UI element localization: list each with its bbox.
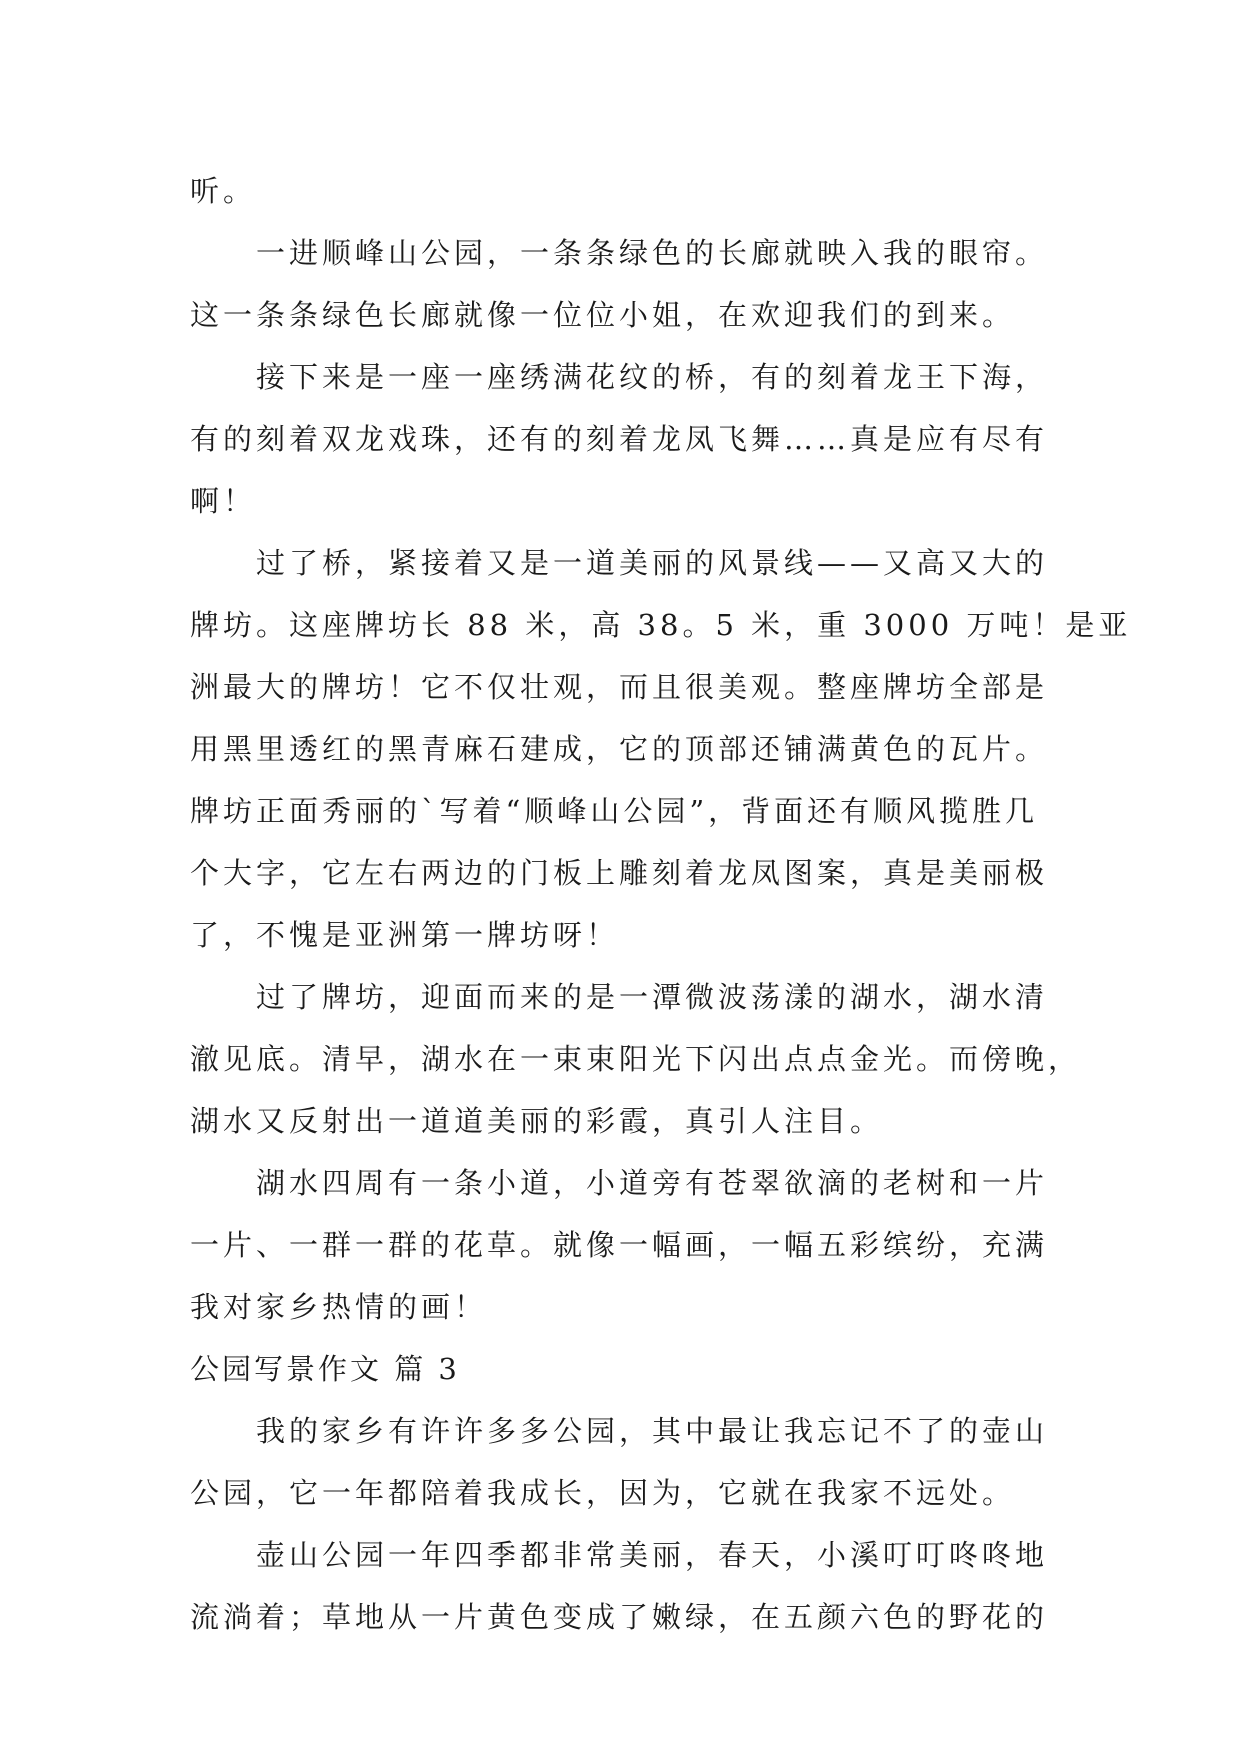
paragraph-start-line: 我的家乡有许许多多公园，其中最让我忘记不了的壶山 <box>256 1414 1049 1448</box>
text-line: 洲最大的牌坊！它不仅壮观，而且很美观。整座牌坊全部是 <box>190 670 1049 704</box>
text-line: 澈见底。清早，湖水在一束束阳光下闪出点点金光。而傍晚， <box>190 1042 1082 1076</box>
text-line: 有的刻着双龙戏珠，还有的刻着龙凤飞舞……真是应有尽有 <box>190 422 1049 456</box>
text-line: 湖水又反射出一道道美丽的彩霞，真引人注目。 <box>190 1104 884 1138</box>
paragraph-start-line: 过了桥，紧接着又是一道美丽的风景线——又高又大的 <box>256 546 1049 580</box>
text-line: 用黑里透红的黑青麻石建成，它的顶部还铺满黄色的瓦片。 <box>190 732 1049 766</box>
text-line: 这一条条绿色长廊就像一位位小姐，在欢迎我们的到来。 <box>190 298 1016 332</box>
text-line: 牌坊。这座牌坊长 88 米，高 38。5 米，重 3000 万吨！是亚 <box>190 608 1132 642</box>
text-line: 听。 <box>190 174 257 208</box>
text-line: 个大字，它左右两边的门板上雕刻着龙凤图案，真是美丽极 <box>190 856 1049 890</box>
text-line: 了，不愧是亚洲第一牌坊呀！ <box>190 918 620 952</box>
text-line: 流淌着；草地从一片黄色变成了嫩绿，在五颜六色的野花的 <box>190 1600 1049 1634</box>
text-line: 牌坊正面秀丽的`写着“顺峰山公园”，背面还有顺风揽胜几 <box>190 794 1039 828</box>
text-line: 公园，它一年都陪着我成长，因为，它就在我家不远处。 <box>190 1476 1016 1510</box>
paragraph-start-line: 湖水四周有一条小道，小道旁有苍翠欲滴的老树和一片 <box>256 1166 1049 1200</box>
text-line: 我对家乡热情的画！ <box>190 1290 488 1324</box>
paragraph-start-line: 接下来是一座一座绣满花纹的桥，有的刻着龙王下海， <box>256 360 1049 394</box>
section-heading: 公园写景作文 篇 3 <box>190 1352 460 1386</box>
text-line: 啊！ <box>190 484 257 518</box>
paragraph-start-line: 一进顺峰山公园，一条条绿色的长廊就映入我的眼帘。 <box>256 236 1049 270</box>
paragraph-start-line: 过了牌坊，迎面而来的是一潭微波荡漾的湖水，湖水清 <box>256 980 1049 1014</box>
paragraph-start-line: 壶山公园一年四季都非常美丽，春天，小溪叮叮咚咚地 <box>256 1538 1049 1572</box>
document-page <box>190 160 1132 1648</box>
text-line: 一片、一群一群的花草。就像一幅画，一幅五彩缤纷，充满 <box>190 1228 1049 1262</box>
